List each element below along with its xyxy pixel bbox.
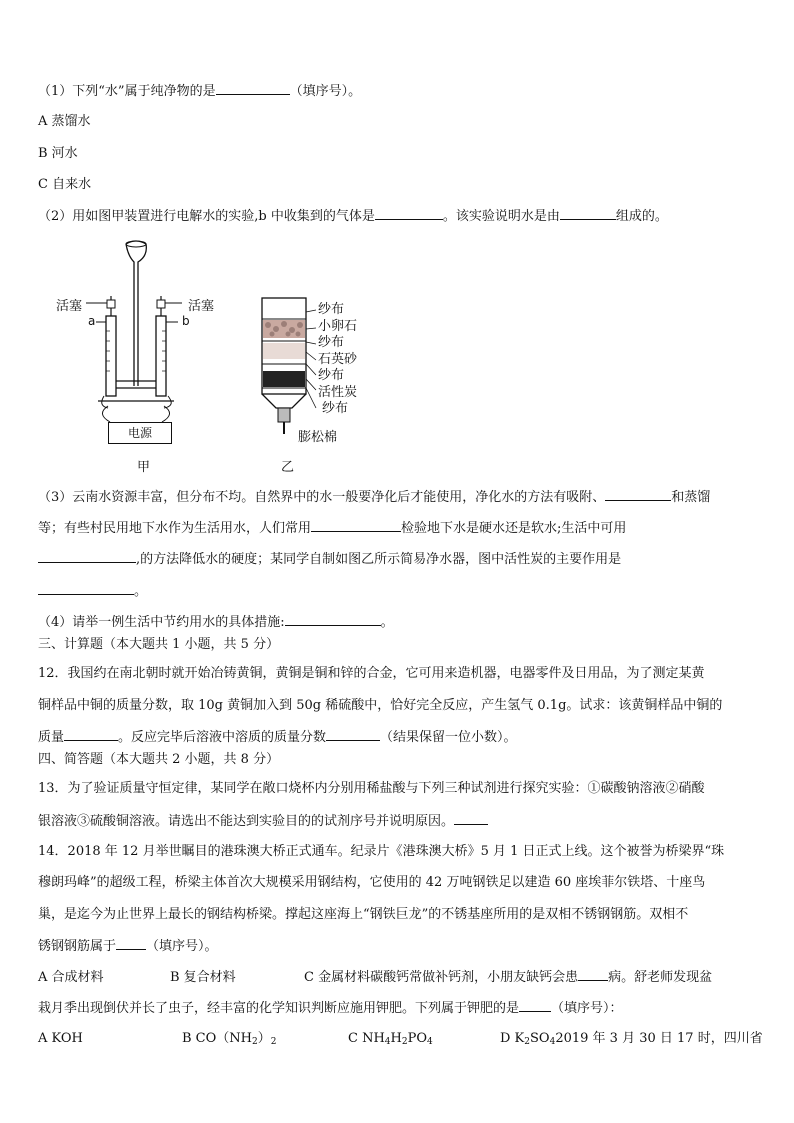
layer-label: 小卵石 (318, 318, 358, 334)
q13-line1: 13．为了验证质量守恒定律，某同学在敞口烧杯内分别用稀盐酸与下列三种试剂进行探究实验：①碳酸钠溶液②硝酸 (38, 781, 705, 796)
q14-line6 (38, 999, 623, 1018)
answer-blank[interactable] (560, 207, 616, 220)
option-c-text: H (390, 1031, 402, 1046)
option-b-text: B CO（NH (182, 1031, 253, 1046)
figure-caption-jia: 甲 (137, 460, 151, 475)
q14-text: （填序号）。 (146, 939, 218, 954)
q2-suffix: 组成的。 (615, 209, 668, 224)
q4-suffix: 。 (380, 615, 394, 630)
tube-label-b: b (182, 314, 190, 328)
valve-label-right: 活塞 (188, 299, 215, 314)
option-c: C 自来水 (38, 177, 92, 192)
option-d-text: SO (530, 1031, 550, 1046)
q13-line2 (38, 812, 488, 831)
answer-blank[interactable] (216, 82, 290, 95)
layer-label: 纱布 (318, 368, 345, 383)
q12-text: 质量 (38, 730, 65, 745)
subscript: 2 (524, 1037, 531, 1047)
q12-line2: 铜样品中铜的质量分数，取 10g 黄铜加入到 50g 稀硫酸中，恰好完全反应，产生氢气 0.1g。试求：该黄铜样品中铜的 (38, 698, 723, 713)
subscript: 4 (384, 1037, 391, 1047)
q14-text: （填序号）： (551, 1001, 623, 1016)
answer-blank[interactable] (38, 550, 136, 563)
q2-mid: 。该实验说明水是由 (442, 209, 560, 224)
section-heading-short-answer: 四、简答题（本大题共 2 小题，共 8 分） (38, 752, 280, 767)
option-d-text: D K (500, 1031, 525, 1046)
option-d-k2so4 (500, 1031, 763, 1046)
section-heading-calculation: 三、计算题（本大题共 1 小题，共 5 分） (38, 637, 280, 652)
q12-line3 (38, 728, 517, 747)
subscript: 4 (427, 1037, 433, 1047)
q3-text: ,的方法降低水的硬度；某同学自制如图乙所示简易净水器，图中活性炭的主要作用是 (136, 552, 622, 567)
answer-blank[interactable] (311, 519, 401, 532)
filter-layer-labels (318, 302, 357, 418)
subscript: 2 (252, 1037, 258, 1047)
layer-label: 纱布 (318, 302, 345, 317)
answer-blank[interactable] (116, 937, 146, 950)
option-b: B 河水 (38, 146, 78, 161)
q14-line5 (38, 968, 712, 987)
q3-text: 。 (134, 584, 148, 599)
subscript: 2 (270, 1037, 277, 1047)
q14-line2: 穆朗玛峰”的超级工程，桥梁主体首次大规模采用钢结构，它使用的 42 万吨钢铁足以建造 60 座埃菲尔铁塔、十座鸟 (38, 875, 706, 890)
layer-label: 纱布 (318, 335, 345, 350)
q1-line (38, 82, 361, 101)
valve-label-left: 活塞 (56, 299, 83, 314)
q1-suffix: （填序号）。 (289, 84, 362, 99)
option-c: C 金属材料碳酸钙常做补钙剂，小朋友缺钙会患 (304, 970, 579, 985)
q4-line (38, 613, 394, 632)
layer-label: 活性炭 (318, 384, 358, 400)
option-a-koh: A KOH (38, 1031, 83, 1046)
q3-line1 (38, 488, 710, 507)
q14-options-line (38, 1030, 763, 1051)
q13-text: 银溶液③硫酸铜溶液。请选出不能达到实验目的的试剂序号并说明原因。 (38, 814, 455, 829)
answer-blank[interactable] (375, 207, 443, 220)
answer-blank[interactable] (605, 488, 671, 501)
figure-caption-yi: 乙 (281, 460, 295, 475)
q3-line4 (38, 582, 147, 601)
power-supply-box: 电源 (108, 422, 172, 444)
q2-line (38, 207, 668, 226)
q14-line3: 巢，是迄今为止世界上最长的钢结构桥梁。撑起这座海上“钢铁巨龙”的不锈基座所用的是双相不锈钢钢筋。双相不 (38, 907, 689, 922)
option-b-text: ） (257, 1031, 271, 1046)
q3-text: 检验地下水是硬水还是软水;生活中可用 (401, 521, 627, 536)
answer-blank[interactable] (519, 999, 551, 1012)
layer-label: 纱布 (322, 401, 349, 416)
q3-line2 (38, 519, 626, 538)
option-a: A 蒸馏水 (38, 114, 91, 129)
answer-blank[interactable] (454, 812, 488, 825)
q1-text: （1）下列“水”属于纯净物的是 (38, 84, 216, 99)
option-a: A 合成材料 (38, 970, 104, 985)
option-c-text: PO (407, 1031, 428, 1046)
option-c-text: C NH (348, 1031, 385, 1046)
q14-line1: 14．2018 年 12 月举世瞩目的港珠澳大桥正式通车。纪录片《港珠澳大桥》5 月 1 日正式上线。这个被誉为桥梁界“珠 (38, 844, 725, 859)
subscript: 4 (549, 1037, 556, 1047)
q12-text: 。反应完毕后溶液中溶质的质量分数 (118, 730, 327, 745)
q3-text: 等；有些村民用地下水作为生活用水，人们常用 (38, 521, 312, 536)
answer-blank[interactable] (578, 968, 608, 981)
option-c-nh4h2po4 (348, 1030, 500, 1051)
q14-text: 病。舒老师发现盆 (608, 970, 713, 985)
q2-text: （2）用如图甲装置进行电解水的实验,b 中收集到的气体是 (38, 209, 375, 224)
option-b-urea (182, 1030, 348, 1051)
q14-text: 锈钢钢筋属于 (38, 939, 117, 954)
q4-text: （4）请举一例生活中节约用水的具体措施: (38, 615, 285, 630)
tube-label-a: a (88, 314, 96, 328)
answer-blank[interactable] (285, 613, 381, 626)
water-filter-figure (250, 296, 320, 446)
q14-text: 栽月季出现倒伏并长了虫子，经丰富的化学知识判断应施用钾肥。下列属于钾肥的是 (38, 1001, 520, 1016)
q14-line4 (38, 937, 218, 956)
subscript: 2 (401, 1037, 408, 1047)
option-b: B 复合材料 (170, 970, 236, 985)
q12-text: （结果保留一位小数）。 (380, 730, 517, 745)
answer-blank[interactable] (38, 582, 134, 595)
q3-text: 和蒸馏 (671, 490, 711, 505)
q3-line3 (38, 550, 621, 569)
answer-blank[interactable] (64, 728, 118, 741)
q12-line1: 12．我国约在南北朝时就开始冶铸黄铜，黄铜是铜和锌的合金，它可用来造机器，电器零件及日用品，为了测定某黄 (38, 666, 705, 681)
layer-label: 石英砂 (318, 351, 358, 367)
layer-label-cotton: 膨松棉 (298, 430, 338, 445)
q3-text: （3）云南水资源丰富，但分布不均。自然界中的水一般要净化后才能使用，净化水的方法有吸附、 (38, 490, 606, 505)
answer-blank[interactable] (326, 728, 380, 741)
option-d-text: 2019 年 3 月 30 日 17 时，四川省 (555, 1031, 763, 1046)
